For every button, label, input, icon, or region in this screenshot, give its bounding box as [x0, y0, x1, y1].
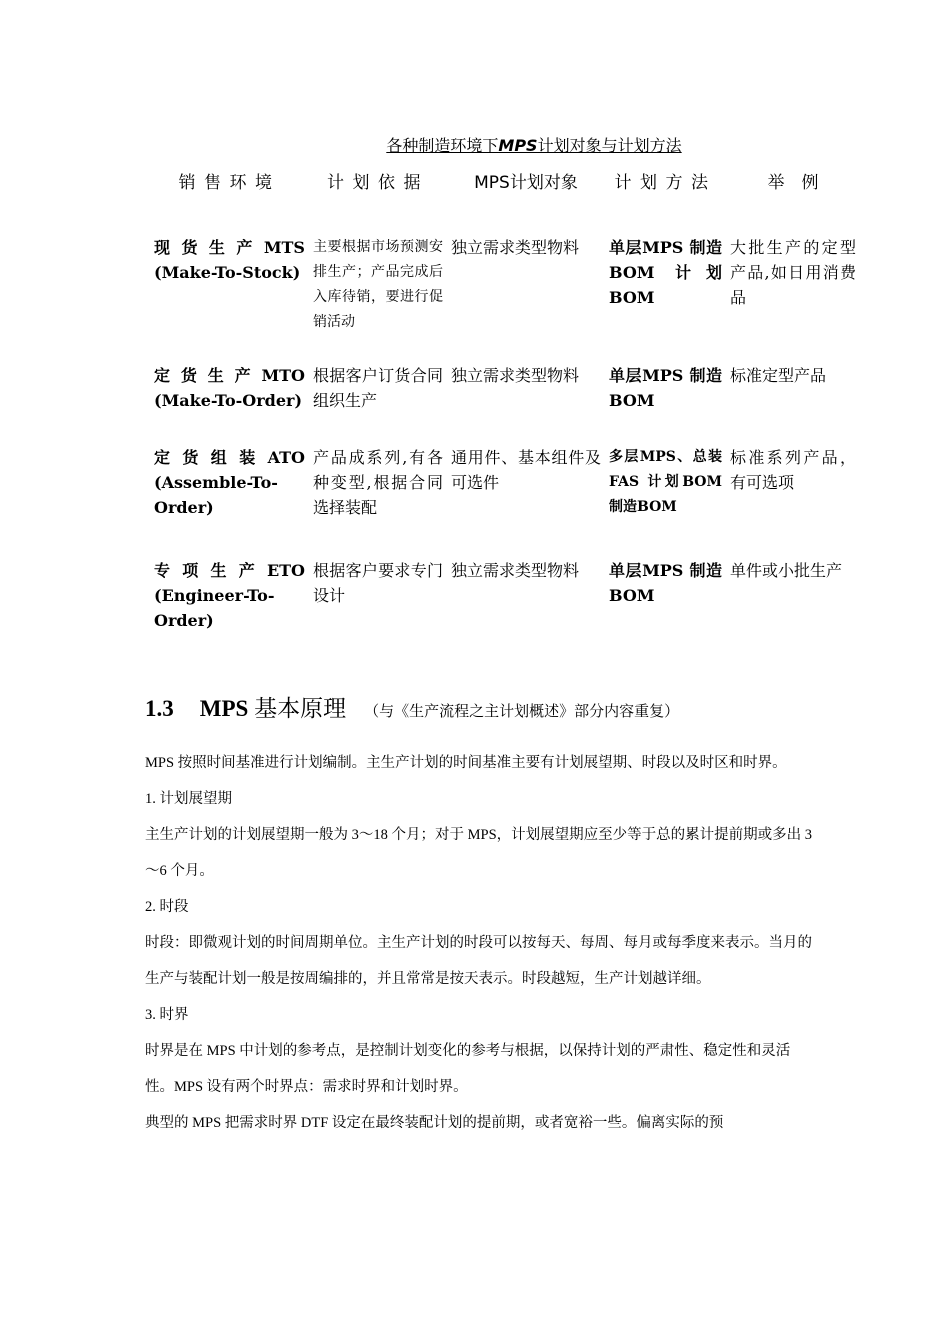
cell-object: 独立需求类型物料 — [451, 366, 580, 385]
subheading-planning-horizon: 1. 计划展望期 — [145, 791, 232, 807]
table-row — [150, 445, 860, 558]
header-mps-object: MPS计划对象 — [474, 172, 578, 193]
subheading-time-period: 2. 时段 — [145, 899, 189, 915]
cell-example: 标准定型产品 — [730, 366, 827, 385]
header-example: 举 例 — [767, 172, 819, 193]
cell-basis: 主要根据市场预测安排生产；产品完成后入库待销，要进行促销活动 — [313, 239, 443, 330]
cell-env: 现货生产MTS (Make-To-Stock) — [154, 238, 305, 282]
table-row — [150, 558, 860, 638]
header-plan-basis: 计划依据 — [327, 172, 429, 193]
cell-method: 单层MPS 制造BOM 计划BOM — [609, 238, 722, 307]
cell-object: 独立需求类型物料 — [451, 238, 580, 257]
cell-method: 单层MPS 制造BOM — [609, 366, 722, 410]
section-title-en: MPS — [199, 696, 249, 721]
cell-basis: 根据客户要求专门设计 — [313, 561, 443, 605]
section-title-cn: 基本原理 — [254, 696, 347, 721]
section-note: （与《生产流程之主计划概述》部分内容重复） — [364, 704, 680, 720]
cell-env: 专项生产ETO (Engineer-To-Order) — [154, 561, 305, 630]
subheading-time-fence: 3. 时界 — [145, 1007, 189, 1023]
paragraph: 时段：即微观计划的时间周期单位。主生产计划的时段可以按每天、每周、每月或每季度来表示。当月的生产与装配计划一般是按周编排的，并且常常是按天表示。时段越短，生产计划越详细。 — [145, 935, 812, 987]
paragraph: 主生产计划的计划展望期一般为 3～18 个月；对于 MPS，计划展望期应至少等于总的累计提前期或多出 3～6 个月。 — [145, 827, 813, 879]
body-text — [145, 745, 815, 1141]
cell-basis: 产品成系列,有各种变型,根据合同选择装配 — [313, 448, 443, 517]
paragraph: 典型的 MPS 把需求时界 DTF 设定在最终装配计划的提前期，或者宽裕一些。偏离实际的预 — [145, 1115, 724, 1131]
mps-table — [150, 163, 860, 638]
section-heading — [145, 690, 679, 723]
section-number: 1.3 — [145, 696, 174, 721]
cell-method: 单层MPS 制造BOM — [609, 561, 722, 605]
cell-object: 独立需求类型物料 — [451, 561, 580, 580]
table-row — [150, 235, 860, 363]
cell-example: 大批生产的定型产品,如日用消费品 — [730, 238, 856, 307]
table-header-row — [150, 163, 860, 197]
cell-env: 定货生产MTO (Make-To-Order) — [154, 366, 305, 410]
table-row — [150, 363, 860, 445]
cell-env: 定货组装ATO (Assemble-To-Order) — [154, 448, 305, 517]
cell-example: 单件或小批生产 — [730, 561, 843, 580]
paragraph: MPS 按照时间基准进行计划编制。主生产计划的时间基准主要有计划展望期、时段以及时区和时界。 — [145, 755, 787, 771]
header-plan-method: 计划方法 — [614, 172, 717, 193]
cell-object: 通用件、基本组件及可选件 — [451, 448, 601, 492]
table-caption: 各种制造环境下MPS计划对象与计划方法 — [386, 136, 682, 155]
paragraph: 时界是在 MPS 中计划的参考点，是控制计划变化的参考与根据，以保持计划的严肃性、稳定性和灵活性。MPS 设有两个时界点：需求时界和计划时界。 — [145, 1043, 791, 1095]
header-sales-env: 销售环境 — [178, 172, 281, 193]
cell-example: 标准系列产品，有可选项 — [730, 448, 856, 492]
cell-method: 多层MPS、总装FAS 计划BOM 制造BOM — [609, 449, 722, 515]
cell-basis: 根据客户订货合同组织生产 — [313, 366, 443, 410]
